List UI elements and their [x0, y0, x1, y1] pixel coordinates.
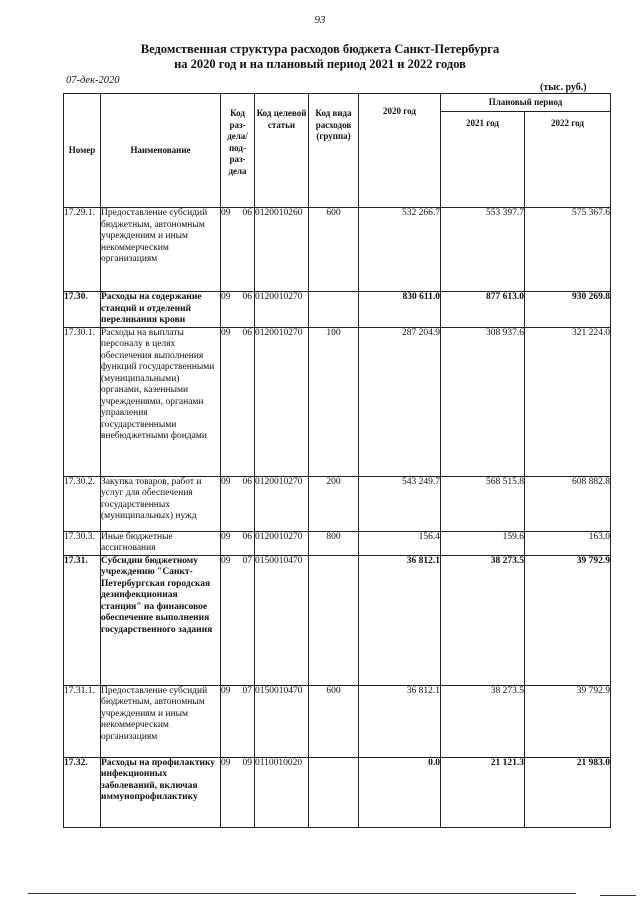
amount-2022: 21 983.0: [525, 757, 611, 827]
row-number: 17.30.1.: [64, 327, 101, 476]
amount-2022: 321 224.0: [525, 327, 611, 476]
target-code: 0120010260: [255, 208, 309, 292]
table-row: [64, 476, 611, 531]
row-number: 17.30.: [64, 292, 101, 328]
row-number: 17.29.1.: [64, 208, 101, 292]
amount-2022: 608 882.8: [525, 476, 611, 531]
amount-2021: 38 273.5: [441, 555, 525, 685]
section: 09: [221, 531, 231, 542]
table-row: [64, 292, 611, 328]
amount-2020: 36 812.1: [359, 555, 441, 685]
amount-2020: 36 812.1: [359, 685, 441, 757]
row-number: 17.30.3.: [64, 531, 101, 555]
row-name: Субсидии бюджетному учреждению "Санкт-Петербургская городская дезинфекционная станция" на финансовое обеспечение выполнения государственного задания: [101, 555, 221, 685]
row-name: Расходы на выплаты персоналу в целях обеспечения выполнения функций государственными (муниципальными) органами, казенными учреждениями, органами управления государственными внебюджетными фондами: [101, 327, 221, 476]
header-2020: 2020 год: [359, 94, 441, 208]
target-code: 0150010470: [255, 685, 309, 757]
amount-2021: 553 397.7: [441, 208, 525, 292]
section-code: [221, 327, 255, 476]
expense-type-code: 200: [309, 476, 359, 531]
section-code: [221, 757, 255, 827]
section: 09: [221, 327, 231, 338]
section-code: [221, 292, 255, 328]
section: 09: [221, 208, 231, 218]
target-code: 0120010270: [255, 327, 309, 476]
section: 09: [221, 555, 231, 566]
subsection: 06: [242, 476, 252, 487]
section-code: [221, 531, 255, 555]
amount-2020: 156.4: [359, 531, 441, 555]
amount-2021: 21 121.3: [441, 757, 525, 827]
expense-type-code: [309, 555, 359, 685]
amount-2021: 568 515.8: [441, 476, 525, 531]
amount-2022: 575 367.6: [525, 208, 611, 292]
table-row: [64, 685, 611, 757]
table-row: [64, 555, 611, 685]
amount-2021: 38 273.5: [441, 685, 525, 757]
section: 09: [221, 757, 231, 768]
amount-2020: 532 266.7: [359, 208, 441, 292]
target-code: 0120010270: [255, 292, 309, 328]
section-code: [221, 555, 255, 685]
section-code: [221, 685, 255, 757]
amount-2020: 0.0: [359, 757, 441, 827]
amount-2020: 287 204.9: [359, 327, 441, 476]
table-row: [64, 757, 611, 827]
footer-rule: [28, 893, 576, 894]
budget-table: [63, 93, 611, 828]
subsection: 09: [242, 757, 252, 768]
section-code: [221, 208, 255, 292]
expense-type-code: 600: [309, 208, 359, 292]
section: 09: [221, 685, 231, 696]
subsection: 07: [242, 555, 252, 566]
amount-2022: 163.0: [525, 531, 611, 555]
expense-type-code: [309, 757, 359, 827]
amount-2022: 930 269.8: [525, 292, 611, 328]
row-name: Иные бюджетные ассигнования: [101, 531, 221, 555]
title-line-1: Ведомственная структура расходов бюджета Санкт-Петербурга: [140, 42, 500, 56]
page-number: 93: [314, 14, 326, 26]
amount-2021: 877 613.0: [441, 292, 525, 328]
header-target-code: Код целевой статьи: [255, 94, 309, 208]
header-2022: 2022 год: [525, 112, 611, 208]
expense-type-code: 600: [309, 685, 359, 757]
row-number: 17.30.2.: [64, 476, 101, 531]
amount-2021: 159.6: [441, 531, 525, 555]
table-body: [64, 208, 611, 828]
target-code: 0120010270: [255, 476, 309, 531]
document-title: [0, 42, 640, 72]
row-name: Расходы на содержание станций и отделений переливания крови: [101, 292, 221, 328]
expense-type-code: [309, 292, 359, 328]
header-number: Номер: [64, 94, 101, 208]
amount-2022: 39 792.9: [525, 685, 611, 757]
row-name: Предоставление субсидий бюджетным, автономным учреждениям и иным некоммерческим организациям: [101, 685, 221, 757]
table-row: [64, 531, 611, 555]
row-number: 17.32.: [64, 757, 101, 827]
amount-2020: 830 611.0: [359, 292, 441, 328]
table-row: [64, 208, 611, 292]
target-code: 0110010020: [255, 757, 309, 827]
subsection: 06: [242, 208, 252, 218]
title-line-2: на 2020 год и на плановый период 2021 и 2022 годов: [174, 57, 466, 71]
section: 09: [221, 292, 231, 302]
table-row: [64, 327, 611, 476]
amount-2020: 543 249.7: [359, 476, 441, 531]
header-section-code: Код раз-дела/ под-раз-дела: [221, 94, 255, 208]
header-expense-type-code: Код вида расходов (группа): [309, 94, 359, 208]
subsection: 06: [242, 292, 252, 302]
subsection: 06: [242, 327, 252, 338]
document-date: 07-дек-2020: [66, 75, 120, 86]
target-code: 0120010270: [255, 531, 309, 555]
amount-2022: 39 792.9: [525, 555, 611, 685]
subsection: 07: [242, 685, 252, 696]
header-planned-period: Плановый период: [441, 94, 611, 112]
footer-rule-right: [600, 895, 636, 896]
expense-type-code: 100: [309, 327, 359, 476]
header-name: Наименование: [101, 94, 221, 208]
header-2021: 2021 год: [441, 112, 525, 208]
expense-type-code: 800: [309, 531, 359, 555]
row-number: 17.31.: [64, 555, 101, 685]
row-name: Закупка товаров, работ и услуг для обеспечения государственных (муниципальных) нужд: [101, 476, 221, 531]
row-name: Расходы на профилактику инфекционных заболеваний, включая иммунопрофилактику: [101, 757, 221, 827]
amount-2021: 308 937.6: [441, 327, 525, 476]
section: 09: [221, 476, 231, 487]
subsection: 06: [242, 531, 252, 542]
target-code: 0150010470: [255, 555, 309, 685]
section-code: [221, 476, 255, 531]
units-label: (тыс. руб.): [540, 82, 587, 93]
row-name: Предоставление субсидий бюджетным, автономным учреждениям и иным некоммерческим организациям: [101, 208, 221, 292]
row-number: 17.31.1.: [64, 685, 101, 757]
